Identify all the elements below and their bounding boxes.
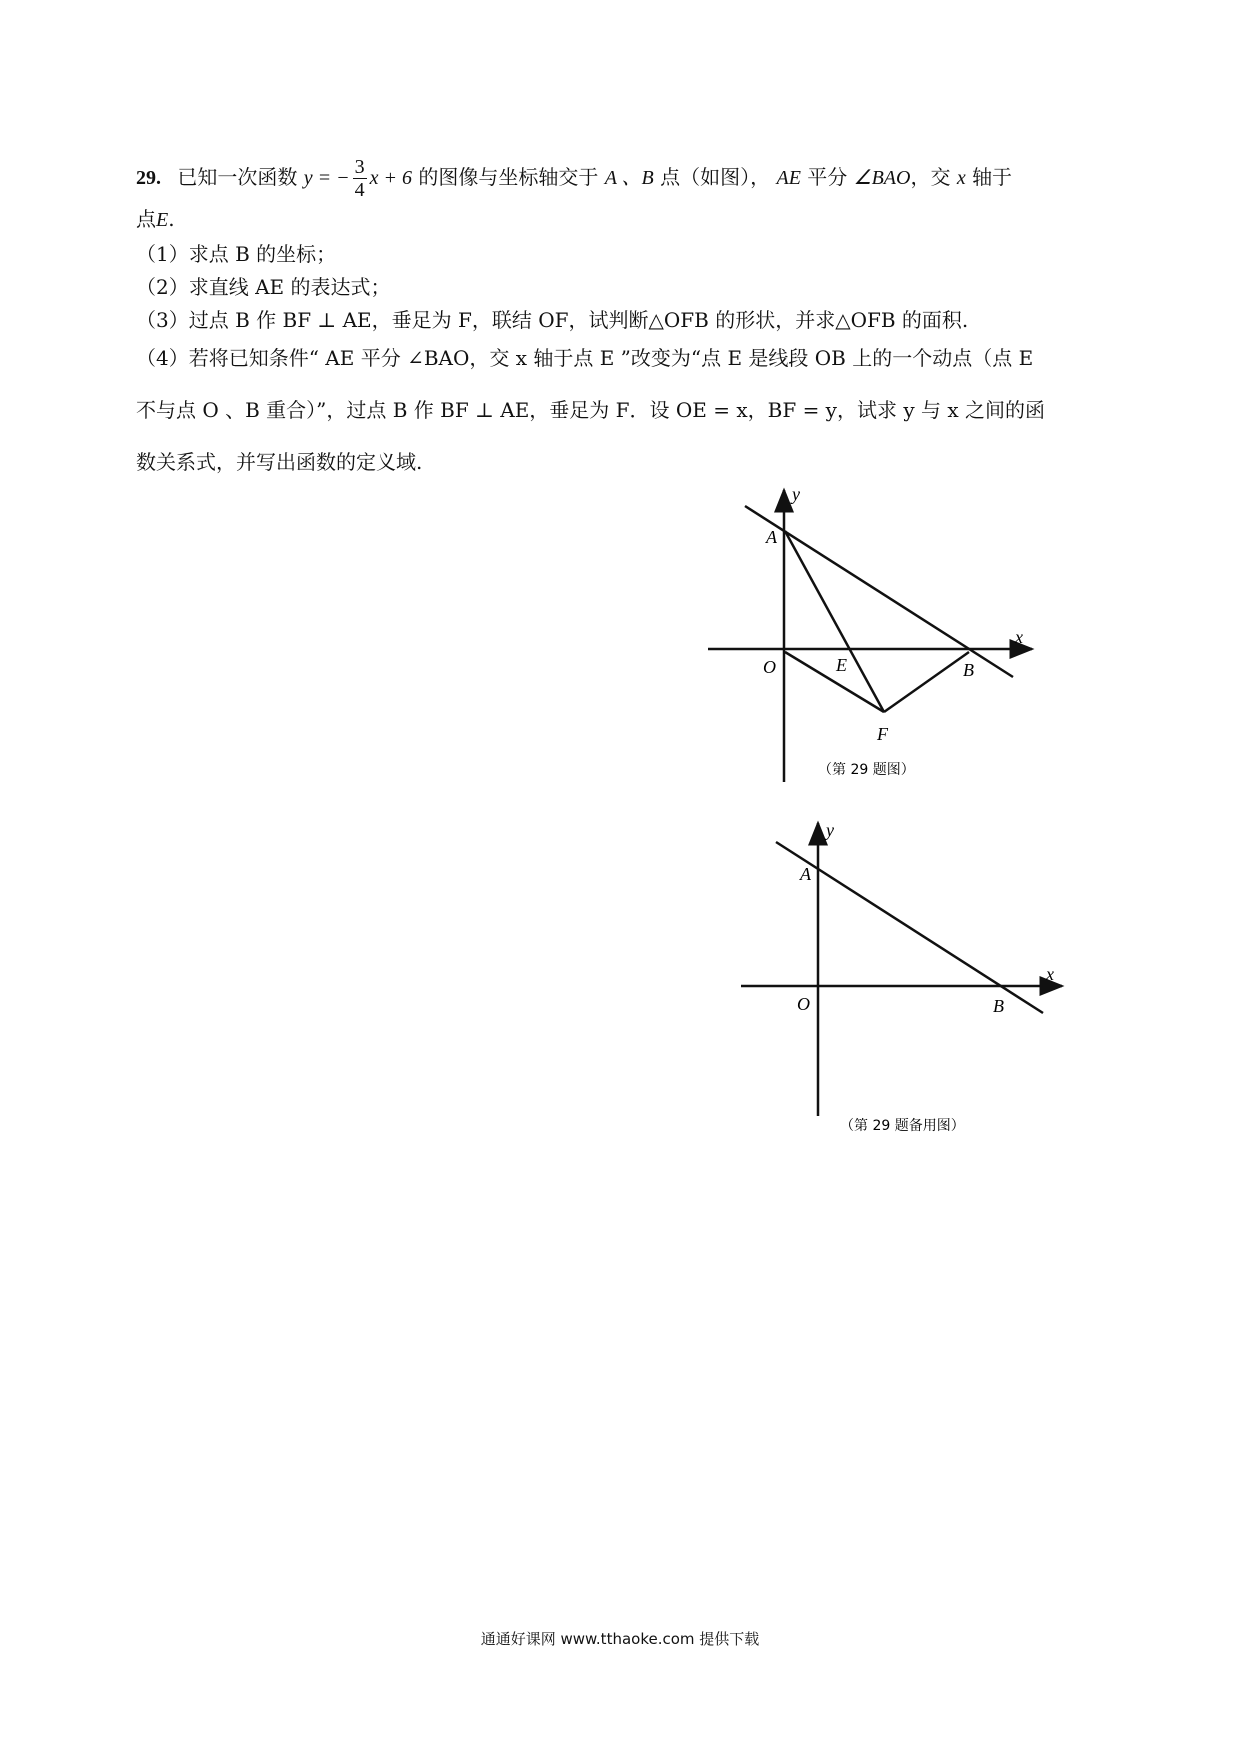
intro-text-b: 的图像与坐标轴交于 xyxy=(418,165,599,189)
figure-1-graph xyxy=(708,490,1032,782)
figure-1-label-b: B xyxy=(963,660,974,680)
figure-1-segment-of xyxy=(785,652,884,712)
question-2: （2）求直线 AE 的表达式； xyxy=(136,275,391,299)
line2-text-a: 点 xyxy=(136,207,156,231)
figure-2-label-b: B xyxy=(993,996,1004,1016)
problem-number: 29. xyxy=(136,167,161,189)
footer-text: 通通好课网 www.tthaoke.com 提供下载 xyxy=(480,1630,760,1648)
question-4-line-1: （4）若将已知条件“ AE 平分 ∠BAO，交 x 轴于点 E ”改变为“点 E 是线段 OB 上的一个动点（点 E xyxy=(136,346,1034,370)
figure-2-caption: （第 29 题备用图） xyxy=(840,1118,965,1134)
figure-1-segment-af xyxy=(785,531,884,712)
figure-1-label-f: F xyxy=(877,724,888,744)
figure-1-label-x: x xyxy=(1015,627,1023,647)
function-lhs: y = − xyxy=(303,167,350,189)
figure-1-label-a: A xyxy=(766,527,777,547)
intro-text-g: ∠BAO xyxy=(853,167,911,189)
intro-text-a: 已知一次函数 xyxy=(177,165,298,189)
intro-text-e: AE xyxy=(776,167,801,189)
figure-1-label-y: y xyxy=(792,484,800,504)
figure-2-label-y: y xyxy=(826,820,834,840)
figure-2-line-ab xyxy=(776,842,1043,1013)
line2-text-b: E xyxy=(156,209,169,231)
figure-1-label-o: O xyxy=(763,657,776,677)
figure-2-label-x: x xyxy=(1046,964,1054,984)
intro-text-c: A 、B xyxy=(604,167,654,189)
intro-text-i: x xyxy=(956,167,966,189)
figure-1-label-e: E xyxy=(836,655,847,675)
intro-text-d: 点（如图）， xyxy=(660,165,771,189)
figure-2-graph xyxy=(741,823,1062,1116)
question-3: （3）过点 B 作 BF ⊥ AE，垂足为 F，联结 OF，试判断△OFB 的形状，并求△OFB 的面积. xyxy=(136,308,969,332)
question-4-line-2: 不与点 O 、B 重合）”，过点 B 作 BF ⊥ AE，垂足为 F．设 OE = x，BF = y，试求 y 与 x 之间的函 xyxy=(136,398,1045,422)
intro-text-j: 轴于 xyxy=(972,165,1013,189)
figure-2-label-o: O xyxy=(797,994,810,1014)
intro-text-h: ，交 xyxy=(910,165,951,189)
question-1: （1）求点 B 的坐标； xyxy=(136,242,337,266)
figure-2-label-a: A xyxy=(800,864,811,884)
fraction-numerator: 3 xyxy=(354,156,365,178)
line2-text-c: . xyxy=(168,207,175,231)
function-rhs: x + 6 xyxy=(369,167,412,189)
figure-1-segment-bf xyxy=(884,652,969,712)
question-4-line-3: 数关系式，并写出函数的定义域. xyxy=(136,450,423,474)
fraction-denominator: 4 xyxy=(354,179,365,201)
figure-1-caption: （第 29 题图） xyxy=(818,762,915,778)
intro-text-f: 平分 xyxy=(807,165,848,189)
